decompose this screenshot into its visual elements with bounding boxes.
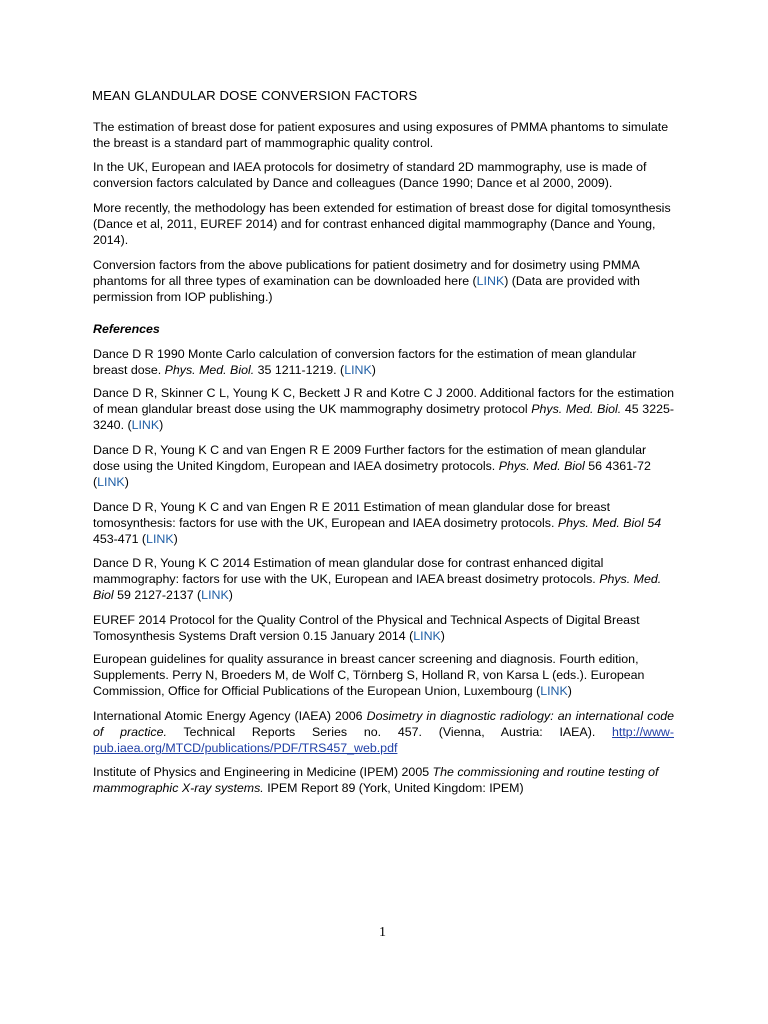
reference-item: Dance D R, Skinner C L, Young K C, Beckett J R and Kotre C J 2000. Additional factors for the estimation of mean glandular breast dose using the UK mammography dosimetry protocol Phys. Med. Biol. 45 3225-3240. (LINK) [93, 386, 674, 433]
page-number: 1 [379, 925, 386, 940]
reference-link[interactable]: LINK [97, 475, 125, 490]
page-title: MEAN GLANDULAR DOSE CONVERSION FACTORS [92, 88, 418, 103]
reference-link[interactable]: LINK [146, 532, 174, 547]
downloads-link[interactable]: LINK [476, 274, 505, 289]
references-heading: References [93, 322, 160, 336]
reference-item: International Atomic Energy Agency (IAEA) 2006 Dosimetry in diagnostic radiology: an international code of practice. Technical Reports Series no. 457. (Vienna, Austria: IAEA). http://www-pub.iaea.org/MTCD/publications/PDF/TRS457_web.pdf [93, 709, 674, 756]
reference-link[interactable]: LINK [131, 418, 160, 433]
reference-item: Dance D R, Young K C and van Engen R E 2011 Estimation of mean glandular dose for breast tomosynthesis: factors for use with the UK, European and IAEA dosimetry protocols. Phys. Med. Biol 54 453-471 (LINK) [93, 500, 662, 547]
reference-item: European guidelines for quality assurance in breast cancer screening and diagnosis. Fourth edition, Supplements. Perry N, Broeders M, de Wolf C, Törnberg S, Holland R, von Karsa L (eds.). European Commission, Office for Official Publications of the European Union, Luxembourg (LINK) [93, 652, 645, 699]
reference-link[interactable]: LINK [201, 588, 229, 603]
methodology-paragraph: More recently, the methodology has been extended for estimation of breast dose for digital tomosynthesis (Dance et al, 2011, EUREF 2014) and for contrast enhanced digital mammography (Dance and Young, 2014). [93, 201, 671, 248]
reference-item: EUREF 2014 Protocol for the Quality Control of the Physical and Technical Aspects of Digital Breast Tomosynthesis Systems Draft version 0.15 January 2014 (LINK) [93, 613, 640, 644]
reference-item: Institute of Physics and Engineering in Medicine (IPEM) 2005 The commissioning and routine testing of mammographic X-ray systems. IPEM Report 89 (York, United Kingdom: IPEM) [93, 765, 659, 796]
reference-url-link[interactable]: http://www-pub.iaea.org/MTCD/publications/PDF/TRS457_web.pdf [93, 725, 674, 756]
protocols-paragraph: In the UK, European and IAEA protocols for dosimetry of standard 2D mammography, use is made of conversion factors calculated by Dance and colleagues (Dance 1990; Dance et al 2000, 2009). [93, 160, 647, 191]
reference-link[interactable]: LINK [540, 684, 568, 699]
downloads-text: Conversion factors from the above publications for patient dosimetry and for dosimetry using PMMA phantoms for all three types of examination can be downloaded here ( [93, 258, 640, 289]
reference-link[interactable]: LINK [413, 629, 441, 644]
reference-link[interactable]: LINK [344, 363, 372, 378]
downloads-note: ) (Data are provided with permission from IOP publishing.) [93, 274, 640, 305]
reference-item: Dance D R, Young K C 2014 Estimation of mean glandular dose for contrast enhanced digital mammography: factors for use with the UK, European and IAEA breast dosimetry protocols. Phys. Med. Biol 59 2127-2137 (LINK) [93, 556, 662, 603]
downloads-paragraph [93, 257, 674, 306]
reference-item: Dance D R 1990 Monte Carlo calculation of conversion factors for the estimation of mean glandular breast dose. Phys. Med. Biol. 35 1211-1219. (LINK) [93, 347, 637, 378]
reference-item: Dance D R, Young K C and van Engen R E 2009 Further factors for the estimation of mean glandular dose using the United Kingdom, European and IAEA dosimetry protocols. Phys. Med. Biol 56 4361-72 (LINK) [93, 443, 651, 490]
intro-paragraph: The estimation of breast dose for patient exposures and using exposures of PMMA phantoms to simulate the breast is a standard part of mammographic quality control. [93, 120, 669, 151]
